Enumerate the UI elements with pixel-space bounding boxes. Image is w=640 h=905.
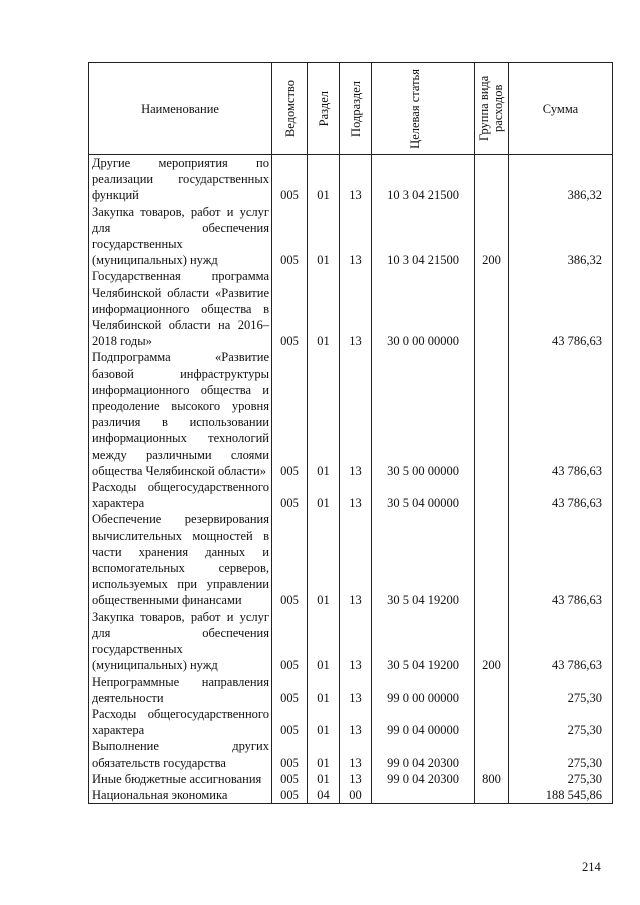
cell-name: Национальная экономика — [89, 787, 272, 804]
header-podrazdel: Подраздел — [340, 63, 372, 155]
cell-name: Расходы общегосударственного характера — [89, 479, 272, 511]
header-razdel: Раздел — [308, 63, 340, 155]
cell-gruppa-vida-rashodov — [475, 268, 509, 349]
cell-podrazdel: 13 — [340, 674, 372, 706]
cell-celevaya-statya: 10 3 04 21500 — [372, 155, 475, 204]
cell-name: Выполнение других обязательств государства — [89, 738, 272, 770]
cell-summa: 43 786,63 — [509, 268, 613, 349]
header-gruppa-vida-rashodov: Группа вида расходов — [475, 63, 509, 155]
cell-vedomstvo: 005 — [272, 511, 308, 608]
cell-celevaya-statya: 99 0 04 20300 — [372, 771, 475, 787]
cell-podrazdel: 13 — [340, 155, 372, 204]
cell-razdel: 01 — [308, 268, 340, 349]
cell-summa: 43 786,63 — [509, 349, 613, 479]
cell-summa: 275,30 — [509, 738, 613, 770]
cell-celevaya-statya: 99 0 04 20300 — [372, 738, 475, 770]
cell-vedomstvo: 005 — [272, 349, 308, 479]
cell-podrazdel: 13 — [340, 738, 372, 770]
cell-razdel: 01 — [308, 349, 340, 479]
cell-podrazdel: 13 — [340, 204, 372, 269]
table-row — [89, 204, 613, 269]
cell-vedomstvo: 005 — [272, 674, 308, 706]
header-vedomstvo: Ведомство — [272, 63, 308, 155]
cell-razdel: 01 — [308, 738, 340, 770]
table-row — [89, 609, 613, 674]
cell-gruppa-vida-rashodov — [475, 738, 509, 770]
cell-vedomstvo: 005 — [272, 155, 308, 204]
cell-celevaya-statya — [372, 787, 475, 804]
cell-razdel: 01 — [308, 771, 340, 787]
cell-summa: 275,30 — [509, 706, 613, 738]
cell-gruppa-vida-rashodov — [475, 349, 509, 479]
cell-razdel: 01 — [308, 204, 340, 269]
header-celevaya-statya: Целевая статья — [372, 63, 475, 155]
budget-table — [88, 62, 613, 804]
cell-celevaya-statya: 10 3 04 21500 — [372, 204, 475, 269]
header-name: Наименование — [89, 63, 272, 155]
cell-podrazdel: 13 — [340, 268, 372, 349]
cell-name: Непрограммные направления деятельности — [89, 674, 272, 706]
page-number: 214 — [582, 860, 601, 874]
cell-celevaya-statya: 30 5 04 00000 — [372, 479, 475, 511]
cell-summa: 43 786,63 — [509, 511, 613, 608]
table-row — [89, 511, 613, 608]
cell-summa: 275,30 — [509, 771, 613, 787]
table-row — [89, 349, 613, 479]
cell-name: Расходы общегосударственного характера — [89, 706, 272, 738]
cell-celevaya-statya: 30 5 04 19200 — [372, 511, 475, 608]
cell-name: Закупка товаров, работ и услуг для обеспечения государственных (муниципальных) нужд — [89, 609, 272, 674]
cell-gruppa-vida-rashodov: 200 — [475, 609, 509, 674]
cell-razdel: 01 — [308, 674, 340, 706]
cell-name: Другие мероприятия по реализации государственных функций — [89, 155, 272, 204]
cell-celevaya-statya: 30 0 00 00000 — [372, 268, 475, 349]
cell-vedomstvo: 005 — [272, 706, 308, 738]
cell-name: Иные бюджетные ассигнования — [89, 771, 272, 787]
cell-vedomstvo: 005 — [272, 268, 308, 349]
cell-razdel: 01 — [308, 511, 340, 608]
table-row — [89, 771, 613, 787]
cell-summa: 386,32 — [509, 155, 613, 204]
table-row — [89, 268, 613, 349]
cell-gruppa-vida-rashodov — [475, 155, 509, 204]
cell-vedomstvo: 005 — [272, 479, 308, 511]
cell-podrazdel: 13 — [340, 771, 372, 787]
cell-summa: 188 545,86 — [509, 787, 613, 804]
cell-gruppa-vida-rashodov — [475, 706, 509, 738]
cell-summa: 43 786,63 — [509, 479, 613, 511]
cell-vedomstvo: 005 — [272, 771, 308, 787]
cell-podrazdel: 00 — [340, 787, 372, 804]
cell-gruppa-vida-rashodov: 800 — [475, 771, 509, 787]
cell-name: Подпрограмма «Развитие базовой инфраструктуры информационного общества и преодоление высокого уровня различия в использовании информационных технологий между различными слоями общества Челябинской области» — [89, 349, 272, 479]
cell-razdel: 01 — [308, 479, 340, 511]
cell-celevaya-statya: 99 0 00 00000 — [372, 674, 475, 706]
cell-summa: 43 786,63 — [509, 609, 613, 674]
cell-gruppa-vida-rashodov — [475, 479, 509, 511]
cell-celevaya-statya: 30 5 00 00000 — [372, 349, 475, 479]
cell-gruppa-vida-rashodov: 200 — [475, 204, 509, 269]
cell-vedomstvo: 005 — [272, 609, 308, 674]
table-row — [89, 479, 613, 511]
cell-gruppa-vida-rashodov — [475, 674, 509, 706]
table-row — [89, 706, 613, 738]
cell-podrazdel: 13 — [340, 609, 372, 674]
cell-name: Обеспечение резервирования вычислительных мощностей в части хранения данных и вспомогательных серверов, используемых при управлении общественными финансами — [89, 511, 272, 608]
cell-name: Закупка товаров, работ и услуг для обеспечения государственных (муниципальных) нужд — [89, 204, 272, 269]
cell-name: Государственная программа Челябинской области «Развитие информационного общества в Челябинской области на 2016–2018 годы» — [89, 268, 272, 349]
cell-podrazdel: 13 — [340, 706, 372, 738]
header-summa: Сумма — [509, 63, 613, 155]
cell-vedomstvo: 005 — [272, 787, 308, 804]
cell-celevaya-statya: 30 5 04 19200 — [372, 609, 475, 674]
table-row — [89, 155, 613, 204]
cell-podrazdel: 13 — [340, 349, 372, 479]
cell-summa: 386,32 — [509, 204, 613, 269]
cell-podrazdel: 13 — [340, 479, 372, 511]
cell-razdel: 01 — [308, 706, 340, 738]
cell-summa: 275,30 — [509, 674, 613, 706]
cell-celevaya-statya: 99 0 04 00000 — [372, 706, 475, 738]
cell-vedomstvo: 005 — [272, 738, 308, 770]
cell-razdel: 04 — [308, 787, 340, 804]
cell-razdel: 01 — [308, 609, 340, 674]
table-header-row — [89, 63, 613, 155]
cell-razdel: 01 — [308, 155, 340, 204]
cell-gruppa-vida-rashodov — [475, 511, 509, 608]
cell-podrazdel: 13 — [340, 511, 372, 608]
table-row — [89, 738, 613, 770]
cell-gruppa-vida-rashodov — [475, 787, 509, 804]
cell-vedomstvo: 005 — [272, 204, 308, 269]
table-row — [89, 787, 613, 804]
table-row — [89, 674, 613, 706]
